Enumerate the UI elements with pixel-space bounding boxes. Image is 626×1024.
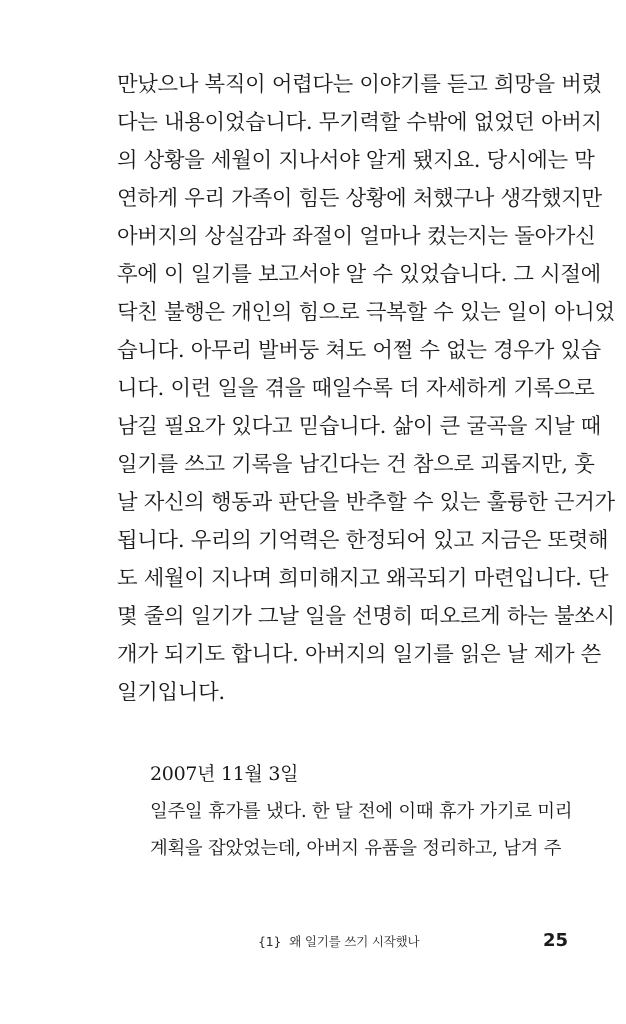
body-line: 습니다. 아무리 발버둥 쳐도 어쩔 수 없는 경우가 있습: [117, 338, 601, 363]
chapter-title: 왜 일기를 쓰기 시작했나: [289, 934, 420, 949]
diary-line: 일주일 휴가를 냈다. 한 달 전에 이때 휴가 가기로 미리: [150, 801, 573, 822]
body-line: 도 세월이 지나며 희미해지고 왜곡되기 마련입니다. 단: [117, 566, 609, 591]
body-line: 다는 내용이었습니다. 무기력할 수밖에 없었던 아버지: [117, 110, 602, 135]
body-line: 개가 되기도 합니다. 아버지의 일기를 읽은 날 제가 쓴: [117, 642, 601, 667]
diary-date: 2007년 11월 3일: [150, 763, 299, 785]
body-line: 일기를 쓰고 기록을 남긴다는 건 참으로 괴롭지만, 훗: [117, 452, 595, 477]
body-line: 후에 이 일기를 보고서야 알 수 있었습니다. 그 시절에: [117, 262, 601, 287]
body-line: 의 상황을 세월이 지나서야 알게 됐지요. 당시에는 막: [117, 148, 595, 173]
body-line: 날 자신의 행동과 판단을 반추할 수 있는 훌륭한 근거가: [117, 490, 615, 515]
body-line: 닥친 불행은 개인의 힘으로 극복할 수 있는 일이 아니었: [117, 300, 615, 325]
body-line: 아버지의 상실감과 좌절이 얼마나 컸는지는 돌아가신: [117, 224, 596, 249]
body-line: 연하게 우리 가족이 힘든 상황에 처했구나 생각했지만: [117, 186, 602, 211]
diary-line: 계획을 잡았었는데, 아버지 유품을 정리하고, 남겨 주: [150, 838, 562, 859]
running-footer: [258, 932, 419, 952]
body-line: 일기입니다.: [117, 680, 225, 705]
body-line: 남길 필요가 있다고 믿습니다. 삶이 큰 굴곡을 지날 때: [117, 414, 601, 439]
page-number: 25: [542, 930, 568, 951]
body-line: 됩니다. 우리의 기억력은 한정되어 있고 지금은 또렷해: [117, 528, 609, 553]
body-line: 니다. 이런 일을 겪을 때일수록 더 자세하게 기록으로: [117, 376, 595, 401]
body-line: 만났으나 복직이 어렵다는 이야기를 듣고 희망을 버렸: [117, 72, 602, 97]
chapter-number: {1}: [258, 934, 282, 949]
body-line: 몇 줄의 일기가 그날 일을 선명히 떠오르게 하는 불쏘시: [117, 604, 615, 629]
